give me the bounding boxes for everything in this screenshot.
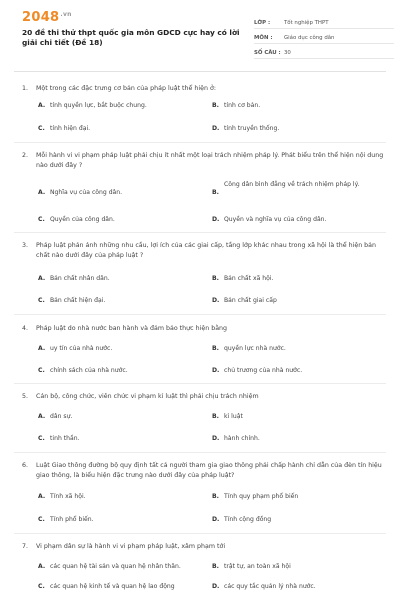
option-text: dân sự.: [50, 413, 73, 420]
option-letter: A.: [38, 413, 46, 420]
option-text: các quan hệ tài sản và quan hệ nhân thân.: [50, 563, 181, 570]
question-divider: [14, 232, 386, 233]
option-letter: C.: [38, 216, 45, 223]
meta-value: Giáo dục công dân: [284, 35, 335, 41]
option-text: tính truyền thống.: [224, 125, 280, 132]
option-text: Tính cộng đồng: [224, 516, 272, 523]
question-number: 5.: [22, 393, 29, 400]
option-letter: B.: [212, 493, 219, 500]
option-letter: A.: [38, 563, 46, 570]
question-text: Vi phạm dân sự là hành vi vi phạm pháp luật, xâm phạm tới: [36, 543, 226, 550]
option-text: trật tự, an toàn xã hội: [224, 563, 291, 570]
option-letter: C.: [38, 516, 45, 523]
option-text: tính hiện đại.: [50, 125, 91, 132]
meta-key: LỚP :: [254, 20, 271, 26]
question-5: [22, 392, 386, 402]
meta-row-subject: [254, 29, 394, 44]
option-letter: B.: [212, 275, 219, 282]
question-text: Cán bộ, công chức, viên chức vi phạm kỉ luật thì phải chịu trách nhiệm: [36, 393, 259, 400]
option-letter: C.: [38, 367, 45, 374]
document-title: 20 đề thi thử thpt quốc gia môn GDCD cực hay có lời giải chi tiết (Đề 18): [22, 28, 240, 47]
option-text: hành chính.: [224, 435, 260, 442]
option-text: các quy tắc quản lý nhà nước.: [224, 583, 316, 590]
option-letter: D.: [212, 297, 220, 304]
logo-text: 2048: [22, 10, 60, 25]
question-divider: [14, 533, 386, 534]
option-letter: D.: [212, 516, 220, 523]
option-text: Tính quy phạm phổ biến: [224, 493, 299, 500]
option-letter: B.: [212, 413, 219, 420]
question-number: 6.: [22, 462, 29, 469]
option-text: các quan hệ kinh tế và quan hệ lao động: [50, 583, 175, 590]
question-2: [22, 151, 386, 171]
option-letter: C.: [38, 297, 45, 304]
option-letter: D.: [212, 367, 220, 374]
option-text: chủ trương của nhà nước.: [224, 367, 303, 374]
option-text: Bản chất xã hội.: [224, 275, 274, 282]
logo-suffix: .vn: [60, 10, 72, 18]
option-text: kỉ luật: [224, 413, 243, 420]
option-text: uy tín của nhà nước.: [50, 345, 113, 352]
question-7: [22, 542, 386, 552]
question-divider: [14, 452, 386, 453]
option-letter: D.: [212, 216, 220, 223]
option-text: Quyền và nghĩa vụ của công dân.: [224, 216, 327, 223]
question-divider: [14, 383, 386, 384]
option-letter: A.: [38, 493, 46, 500]
option-letter: D.: [212, 583, 220, 590]
question-number: 2.: [22, 152, 29, 159]
meta-key: MÔN :: [254, 35, 273, 41]
meta-row-count: [254, 44, 394, 59]
question-text: Một trong các đặc trưng cơ bản của pháp luật thể hiện ở:: [36, 85, 216, 92]
question-number: 1.: [22, 85, 29, 92]
option-text: Tính xã hội.: [50, 493, 86, 500]
meta-value: Tốt nghiệp THPT: [284, 20, 329, 26]
question-text: Mỗi hành vi vi phạm pháp luật phải chịu ít nhất một loại trách nhiệm pháp lý. Phát biểu trên thể hiện nội dung nào dưới đây ?: [36, 152, 384, 169]
option-letter: C.: [38, 125, 45, 132]
option-text: Bản chất giai cấp: [224, 297, 277, 304]
option-letter: C.: [38, 435, 45, 442]
option-text: tính cơ bản.: [224, 102, 261, 109]
question-4: [22, 324, 386, 334]
site-logo[interactable]: [22, 10, 72, 25]
question-number: 7.: [22, 543, 29, 550]
option-letter: A.: [38, 102, 46, 109]
option-text: Quyền của công dân.: [50, 216, 115, 223]
option-text: tinh thần.: [50, 435, 80, 442]
question-6: [22, 461, 386, 481]
option-text: Nghĩa vụ của công dân.: [50, 189, 123, 196]
document-meta: [254, 14, 394, 59]
option-text: Bản chất hiện đại.: [50, 297, 106, 304]
option-text: quyền lực nhà nước.: [224, 345, 286, 352]
question-1: [22, 84, 386, 94]
option-letter: B.: [212, 345, 219, 352]
option-letter: B.: [212, 189, 219, 196]
question-number: 3.: [22, 242, 29, 249]
option-text: chính sách của nhà nước.: [50, 367, 128, 374]
option-letter: D.: [212, 435, 220, 442]
option-letter: C.: [38, 583, 45, 590]
question-text: Pháp luật phản ánh những nhu cầu, lợi ích của các giai cấp, tầng lớp khác nhau trong xã hội là thể hiện bản chất nào dưới đây của pháp luật ?: [36, 242, 377, 259]
question-text: Luật Giao thông đường bộ quy định tất cả người tham gia giao thông phải chấp hành chỉ dẫn của đèn tín hiệu giao thông, là biểu hiện đặc trưng nào dưới đây của pháp luật?: [36, 462, 382, 479]
meta-row-class: [254, 14, 394, 29]
option-text: Tính phổ biến.: [50, 516, 94, 523]
option-text: tính quyền lực, bắt buộc chung.: [50, 102, 147, 109]
question-divider: [14, 314, 386, 315]
header-divider: [14, 71, 386, 72]
meta-value: 30: [284, 50, 291, 56]
question-divider: [14, 142, 386, 143]
question-text: Pháp luật do nhà nước ban hành và đảm bảo thực hiện bằng: [36, 325, 228, 332]
option-letter: B.: [212, 102, 219, 109]
page-header: [22, 10, 384, 60]
option-text: Công dân bình đẳng về trách nhiệm pháp lý.: [224, 181, 360, 188]
meta-key: SỐ CÂU :: [254, 50, 281, 56]
question-3: [22, 241, 386, 261]
question-number: 4.: [22, 325, 29, 332]
option-letter: D.: [212, 125, 220, 132]
option-letter: A.: [38, 345, 46, 352]
option-letter: B.: [212, 563, 219, 570]
option-text: Bản chất nhân dân.: [50, 275, 110, 282]
option-letter: A.: [38, 189, 46, 196]
option-letter: A.: [38, 275, 46, 282]
